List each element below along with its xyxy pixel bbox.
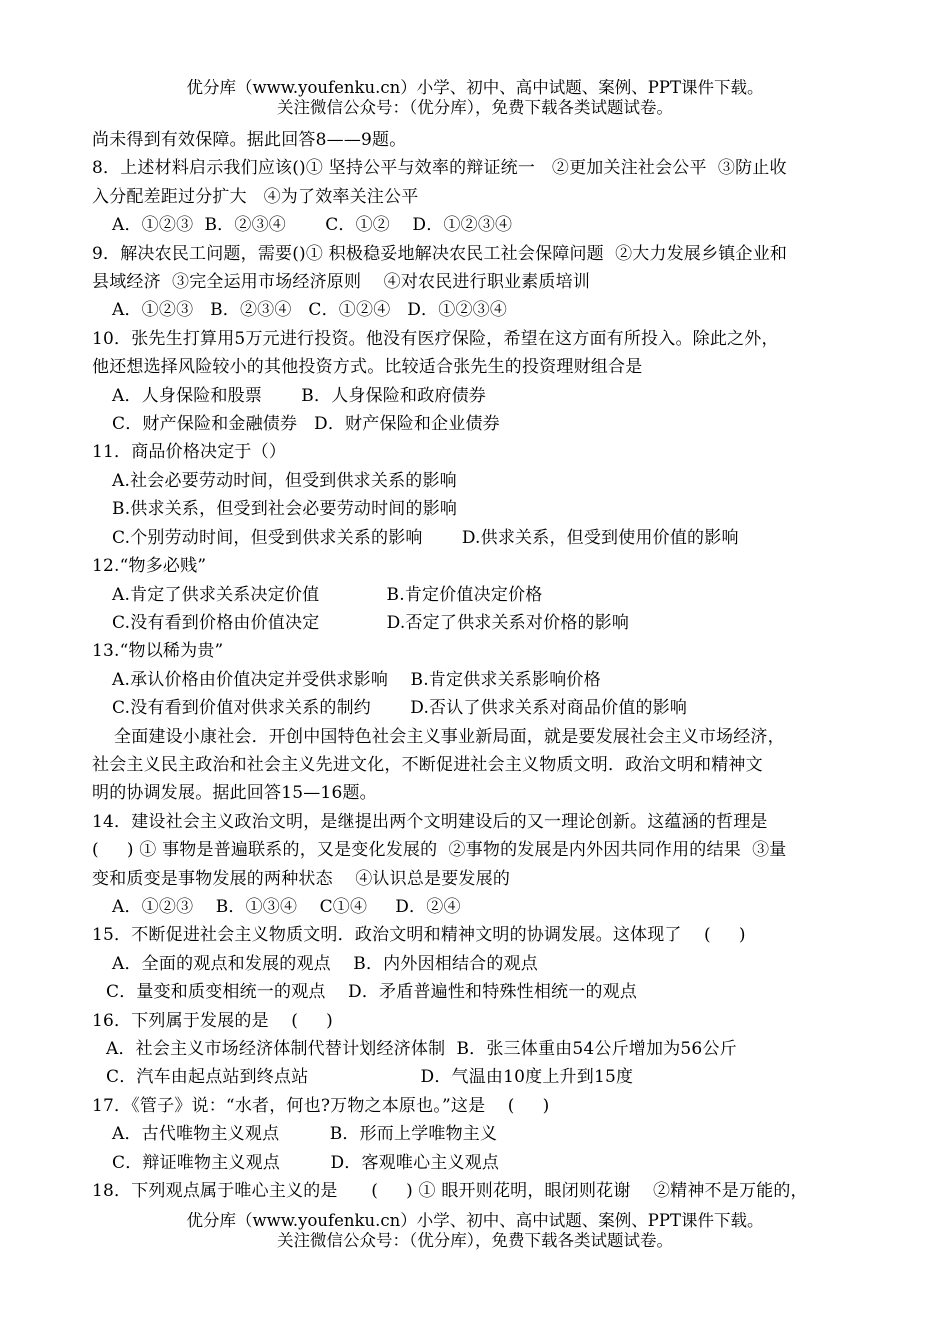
text-line: 尚未得到有效保障。据此回答8——9题。 bbox=[92, 130, 407, 150]
header-line-2: 关注微信公众号：（优分库），免费下载各类试题试卷。 bbox=[277, 98, 673, 117]
text-line: 他还想选择风险较小的其他投资方式。比较适合张先生的投资理财组合是 bbox=[92, 357, 643, 378]
question-13: 13.“物以稀为贵” bbox=[92, 641, 224, 662]
question-15: 15．不断促进社会主义物质文明．政治文明和精神文明的协调发展。这体现了 ( ) bbox=[92, 925, 746, 946]
answer-options: A．古代唯物主义观点 B．形而上学唯物主义 bbox=[112, 1124, 498, 1145]
text-line: ( ) ① 事物是普遍联系的，又是变化发展的 ②事物的发展是内外因共同作用的结果 ③量 bbox=[92, 840, 787, 861]
answer-option: A.社会必要劳动时间，但受到供求关系的影响 bbox=[112, 470, 457, 491]
answer-options: A．①②③ B．②③④ C．①②④ D．①②③④ bbox=[112, 300, 508, 321]
page-footer bbox=[0, 1211, 950, 1251]
text-line: 入分配差距过分扩大 ④为了效率关注公平 bbox=[92, 186, 419, 207]
answer-options: C.没有看到价格由价值决定 D.否定了供求关系对价格的影响 bbox=[112, 612, 630, 633]
question-9: 9．解决农民工问题，需要()① 积极稳妥地解决农民工社会保障问题 ②大力发展乡镇企业和 bbox=[92, 243, 788, 264]
answer-options: C．量变和质变相统一的观点 D．矛盾普遍性和特殊性相统一的观点 bbox=[106, 982, 638, 1003]
footer-line-2: 关注微信公众号：（优分库），免费下载各类试题试卷。 bbox=[277, 1231, 673, 1250]
text-line: 变和质变是事物发展的两种状态 ④认识总是要发展的 bbox=[92, 868, 511, 889]
document-body bbox=[92, 126, 872, 1205]
question-11: 11．商品价格决定于（） bbox=[92, 442, 287, 463]
question-12: 12.“物多必贱” bbox=[92, 556, 207, 577]
answer-options: C.没有看到价值对供求关系的制约 D.否认了供求关系对商品价值的影响 bbox=[112, 698, 688, 719]
question-10: 10．张先生打算用5万元进行投资。他没有医疗保险，希望在这方面有所投入。除此之外， bbox=[92, 328, 779, 349]
passage-line: 全面建设小康社会．开创中国特色社会主义事业新局面，就是要发展社会主义市场经济， bbox=[114, 726, 785, 747]
passage-line: 明的协调发展。据此回答15—16题。 bbox=[92, 783, 377, 804]
answer-options: C．汽车由起点站到终点站 D．气温由10度上升到15度 bbox=[106, 1067, 634, 1088]
question-8: 8．上述材料启示我们应该()① 坚持公平与效率的辩证统一 ②更加关注社会公平 ③防止收 bbox=[92, 158, 787, 179]
question-16: 16．下列属于发展的是 ( ) bbox=[92, 1010, 333, 1031]
answer-options: A.肯定了供求关系决定价值 B.肯定价值决定价格 bbox=[112, 584, 543, 605]
answer-options: A．①②③ B．①③④ C①④ D．②④ bbox=[112, 896, 461, 917]
question-17: 17．《管子》说：“水者，何也?万物之本原也。”这是 ( ) bbox=[92, 1095, 550, 1116]
text-line: 县域经济 ③完全运用市场经济原则 ④对农民进行职业素质培训 bbox=[92, 272, 591, 293]
answer-options: C.个别劳动时间，但受到供求关系的影响 D.供求关系，但受到使用价值的影响 bbox=[112, 527, 739, 548]
header-line-1: 优分库（www.youfenku.cn）小学、初中、高中试题、案例、PPT课件下载。 bbox=[186, 78, 764, 97]
answer-options: A．人身保险和股票 B．人身保险和政府债券 bbox=[112, 385, 486, 406]
answer-options: C．财产保险和金融债券 D．财产保险和企业债券 bbox=[112, 414, 500, 435]
answer-options: A.承认价格由价值决定并受供求影响 B.肯定供求关系影响价格 bbox=[112, 669, 601, 690]
question-14: 14．建设社会主义政治文明，是继提出两个文明建设后的又一理论创新。这蕴涵的哲理是 bbox=[92, 811, 768, 832]
answer-options: C．辩证唯物主义观点 D．客观唯心主义观点 bbox=[112, 1152, 500, 1173]
page-header bbox=[0, 78, 950, 118]
passage-line: 社会主义民主政治和社会主义先进文化，不断促进社会主义物质文明．政治文明和精神文 bbox=[92, 754, 763, 775]
footer-line-1: 优分库（www.youfenku.cn）小学、初中、高中试题、案例、PPT课件下载。 bbox=[186, 1211, 764, 1230]
answer-option: B.供求关系，但受到社会必要劳动时间的影响 bbox=[112, 499, 458, 520]
answer-options: A．①②③ B．②③④ C．①② D．①②③④ bbox=[112, 215, 513, 236]
answer-options: A．社会主义市场经济体制代替计划经济体制 B．张三体重由54公斤增加为56公斤 bbox=[106, 1039, 737, 1059]
question-18: 18．下列观点属于唯心主义的是 ( ) ① 眼开则花明，眼闭则花谢 ②精神不是万能的， bbox=[92, 1181, 808, 1202]
answer-options: A．全面的观点和发展的观点 B．内外因相结合的观点 bbox=[112, 953, 538, 974]
